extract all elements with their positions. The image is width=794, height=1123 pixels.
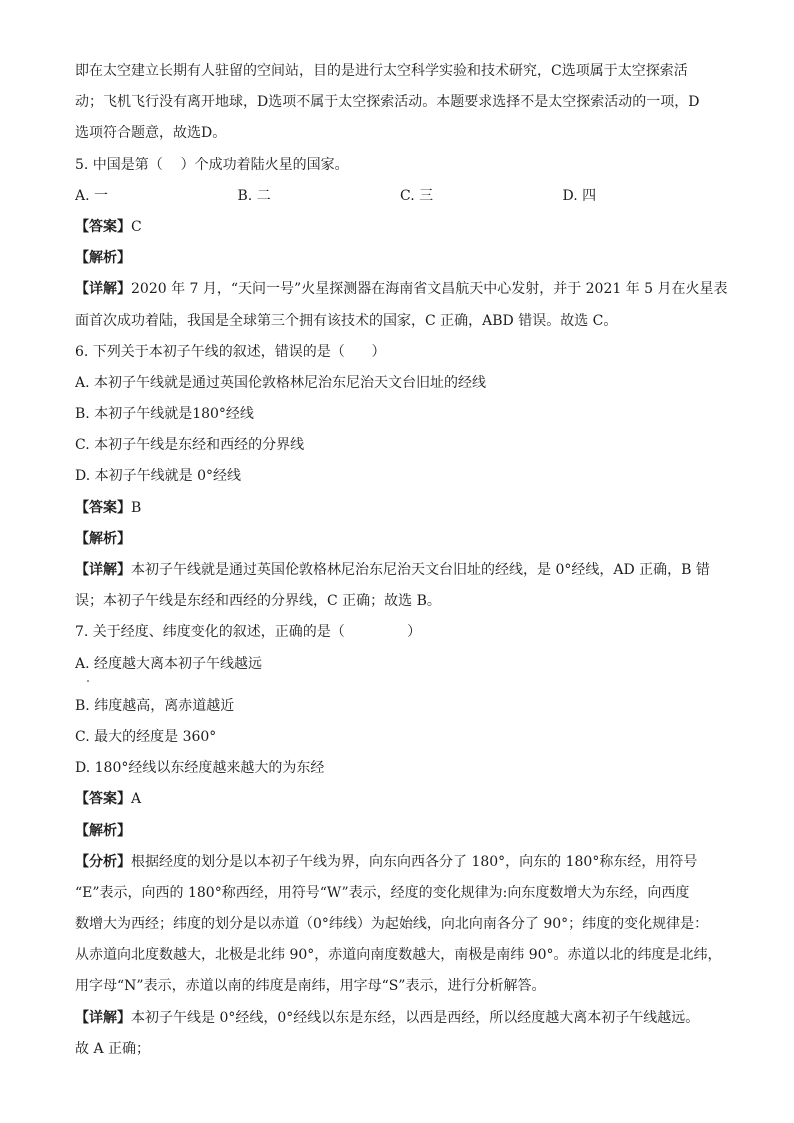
- answer-label: 【答案】: [75, 791, 131, 808]
- analysis-label: 【解析】: [75, 530, 131, 547]
- q6-option-a: A. 本初子午线就是通过英国伦敦格林尼治东尼治天文台旧址的经线: [75, 374, 487, 391]
- q7-reasoning-text-1: 根据经度的划分是以本初子午线为界，向东向西各分了 180°，向东的 180°称东经，用符号: [131, 853, 698, 870]
- q5-stem: 5. 中国是第（ ）个成功着陆火星的国家。: [75, 156, 349, 173]
- answer-label: 【答案】: [75, 218, 131, 235]
- q4-tail-line-1: 即在太空建立长期有人驻留的空间站，目的是进行太空科学实验和技术研究，C选项属于太空探索活: [75, 63, 688, 79]
- q5-option-a: A. 一: [75, 187, 109, 204]
- q7-detail-line-2: 故 A 正确；: [75, 1040, 151, 1057]
- analysis-label: 【解析】: [75, 822, 131, 839]
- q7-option-a: A. 经度越大离本初子午线越远: [75, 655, 263, 672]
- q6-answer-value: B: [131, 499, 142, 516]
- q7-stem: 7. 关于经度、纬度变化的叙述，正确的是（ ）: [75, 624, 422, 641]
- q7-reasoning-line-5: 用字母“N”表示，赤道以南的纬度是南纬，用字母“S”表示，进行分析解答。: [75, 978, 546, 995]
- analysis-label: 【解析】: [75, 250, 131, 267]
- q7-analysis: [75, 816, 765, 847]
- q5-option-b: B. 二: [237, 187, 271, 204]
- q6-analysis: [75, 524, 765, 555]
- q7-option-b: B. 纬度越高，离赤道越近: [75, 697, 235, 714]
- q6-option-d: D. 本初子午线就是 0°经线: [75, 468, 241, 485]
- q5-detail-line-2: 面首次成功着陆，我国是全球第三个拥有该技术的国家，C 正确，ABD 错误。故选 C。: [75, 312, 618, 329]
- q7-reasoning-line-3: 数增大为西经；纬度的划分是以赤道（0°纬线）为起始线，向北向南各分了 90°；纬度的变化规律是：: [75, 916, 709, 933]
- q6-stem: 6. 下列关于本初子午线的叙述，错误的是（ ）: [75, 343, 386, 360]
- q7-answer: [75, 784, 765, 815]
- q6-detail-line-1: [75, 555, 765, 586]
- q5-answer-value: C: [131, 218, 142, 235]
- answer-label: 【答案】: [75, 499, 131, 516]
- q7-answer-value: A: [131, 791, 142, 808]
- q7-option-c: C. 最大的经度是 360°: [75, 728, 217, 745]
- q5-answer: [75, 212, 765, 243]
- stray-mark-gap: [75, 680, 765, 691]
- q6-option-b: B. 本初子午线就是180°经线: [75, 406, 254, 423]
- q7-reasoning-line-1: [75, 847, 765, 878]
- q7-detail-line-1: [75, 1003, 765, 1034]
- q5-option-c: C. 三: [400, 187, 434, 204]
- q5-detail-line-1: [75, 274, 765, 305]
- q5-option-d: D. 四: [562, 187, 597, 204]
- q7-option-d: D. 180°经线以东经度越来越大的为东经: [75, 760, 325, 777]
- q6-answer: [75, 493, 765, 524]
- q6-option-c: C. 本初子午线是东经和西经的分界线: [75, 437, 305, 454]
- q6-detail-text-1: 本初子午线就是通过英国伦敦格林尼治东尼治天文台旧址的经线，是 0°经线，AD 正确，B 错: [131, 562, 710, 578]
- page-content: [75, 56, 765, 1065]
- detail-label: 【详解】: [75, 562, 131, 578]
- q5-detail-text-1: 2020 年 7 月，“天问一号”火星探测器在海南省文昌航天中心发射，并于 2021 年 5 月在火星表: [131, 281, 728, 298]
- detail-label: 【详解】: [75, 1009, 131, 1026]
- q4-tail-line-2: 动；飞机飞行没有离开地球，D选项不属于太空探索活动。本题要求选择不是太空探索活动的一项，D: [75, 94, 700, 111]
- q7-reasoning-line-4: 从赤道向北度数越大，北极是北纬 90°，赤道向南度数越大，南极是南纬 90°。赤道以北的纬度是北纬，: [75, 947, 722, 964]
- q4-tail-line-3: 选项符合题意，故选D。: [75, 125, 227, 142]
- q7-reasoning-line-2: “E”表示，向西的 180°称西经，用符号“W”表示，经度的变化规律为:向东度数增大为东经，向西度: [75, 884, 690, 901]
- reasoning-label: 【分析】: [75, 853, 131, 870]
- detail-label: 【详解】: [75, 281, 131, 298]
- q7-detail-text-1: 本初子午线是 0°经线，0°经线以东是东经，以西是西经，所以经度越大离本初子午线越远。: [131, 1009, 700, 1026]
- q5-analysis: [75, 243, 765, 274]
- stray-dot: [87, 680, 89, 682]
- q6-detail-line-2: 误；本初子午线是东经和西经的分界线，C 正确；故选 B。: [75, 593, 441, 610]
- q5-options: [75, 181, 765, 212]
